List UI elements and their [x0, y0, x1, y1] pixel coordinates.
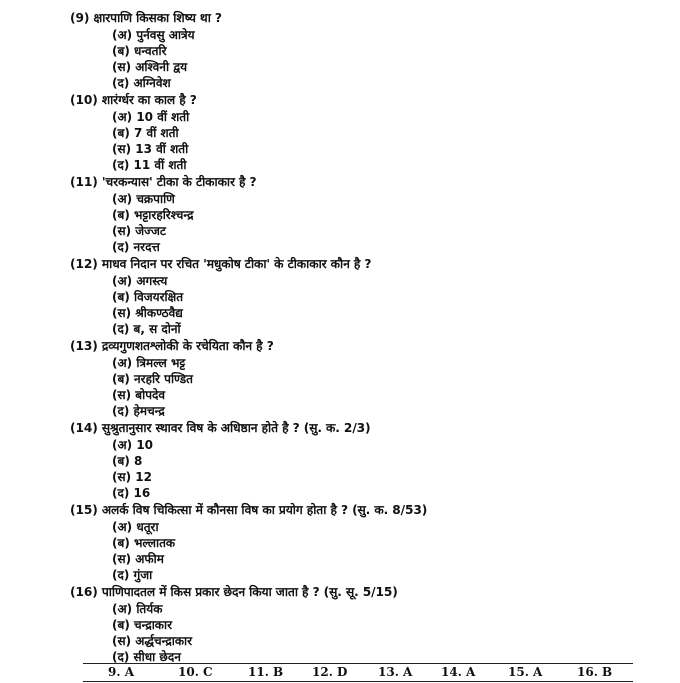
question-15: (15) अलर्क विष चिकित्सा में कौनसा विष का प्रयोग होता है ? (सु. क. 8/53)	[70, 503, 428, 517]
option-10-b: (ब) 7 वीं शती	[112, 126, 179, 140]
option-16-d: (द) सीधा छेदन	[112, 650, 181, 664]
question-13: (13) द्रव्यगुणशतश्लोकी के रचेयिता कौन है ?	[70, 339, 274, 353]
answer-key-item: 10. C	[178, 665, 213, 679]
answer-key-item: 12. D	[312, 665, 348, 679]
answer-key-item: 13. A	[378, 665, 413, 679]
option-9-b: (ब) धन्वतरि	[112, 44, 167, 58]
option-14-b: (ब) 8	[112, 454, 143, 468]
option-16-a: (अ) तिर्यक	[112, 602, 163, 616]
answer-key-item: 11. B	[248, 665, 284, 679]
question-9: (9) क्षारपाणि किसका शिष्य था ?	[70, 11, 222, 25]
question-16: (16) पाणिपादतल में किस प्रकार छेदन किया जाता है ? (सु. सू. 5/15)	[70, 585, 398, 599]
option-15-b: (ब) भल्लातक	[112, 536, 176, 550]
option-13-c: (स) बोपदेव	[112, 388, 166, 402]
option-15-d: (द) गुंजा	[112, 568, 153, 582]
option-9-c: (स) अश्विनी द्वय	[112, 60, 188, 74]
option-12-a: (अ) अगस्त्य	[112, 274, 168, 288]
option-13-a: (अ) त्रिमल्ल भट्ट	[112, 356, 186, 370]
option-14-c: (स) 12	[112, 470, 152, 484]
option-11-c: (स) जेज्जट	[112, 224, 166, 238]
option-10-a: (अ) 10 वीं शती	[112, 110, 190, 124]
option-14-d: (द) 16	[112, 486, 151, 500]
option-16-b: (ब) चन्द्राकार	[112, 618, 173, 632]
question-14: (14) सुश्रुतानुसार स्थावर विष के अधिष्ठान होते है ? (सु. क. 2/3)	[70, 421, 371, 435]
answer-key-item: 14. A	[441, 665, 476, 679]
question-12: (12) माधव निदान पर रचित 'मधुकोष टीका' के टीकाकार कौन है ?	[70, 257, 372, 271]
option-11-a: (अ) चक्रपाणि	[112, 192, 175, 206]
option-12-b: (ब) विजयरक्षित	[112, 290, 184, 304]
option-14-a: (अ) 10	[112, 438, 154, 452]
option-13-d: (द) हेमचन्द्र	[112, 404, 165, 418]
question-11: (11) 'चरकन्यास' टीका के टीकाकार है ?	[70, 175, 257, 189]
answer-key-item: 15. A	[508, 665, 543, 679]
option-15-c: (स) अफीम	[112, 552, 164, 566]
option-11-d: (द) नरदत्त	[112, 240, 160, 254]
answer-key-item: 9. A	[108, 665, 135, 679]
answer-key-bottom-rule	[83, 681, 633, 682]
option-11-b: (ब) भट्टारहरिश्चन्द्र	[112, 208, 194, 222]
option-12-c: (स) श्रीकण्ठवैद्य	[112, 306, 183, 320]
option-9-d: (द) अग्निवेश	[112, 76, 171, 90]
question-10: (10) शारंर्ग्धर का काल है ?	[70, 93, 197, 107]
option-10-c: (स) 13 वीं शती	[112, 142, 189, 156]
option-15-a: (अ) धतूरा	[112, 520, 159, 534]
option-13-b: (ब) नरहरि पण्डित	[112, 372, 194, 386]
option-9-a: (अ) पुर्नवसु आत्रेय	[112, 28, 195, 42]
option-16-c: (स) अर्द्धचन्द्राकार	[112, 634, 193, 648]
option-10-d: (द) 11 वीं शती	[112, 158, 187, 172]
answer-key-top-rule	[83, 663, 633, 664]
option-12-d: (द) ब, स दोनों	[112, 322, 181, 336]
answer-key-item: 16. B	[577, 665, 613, 679]
